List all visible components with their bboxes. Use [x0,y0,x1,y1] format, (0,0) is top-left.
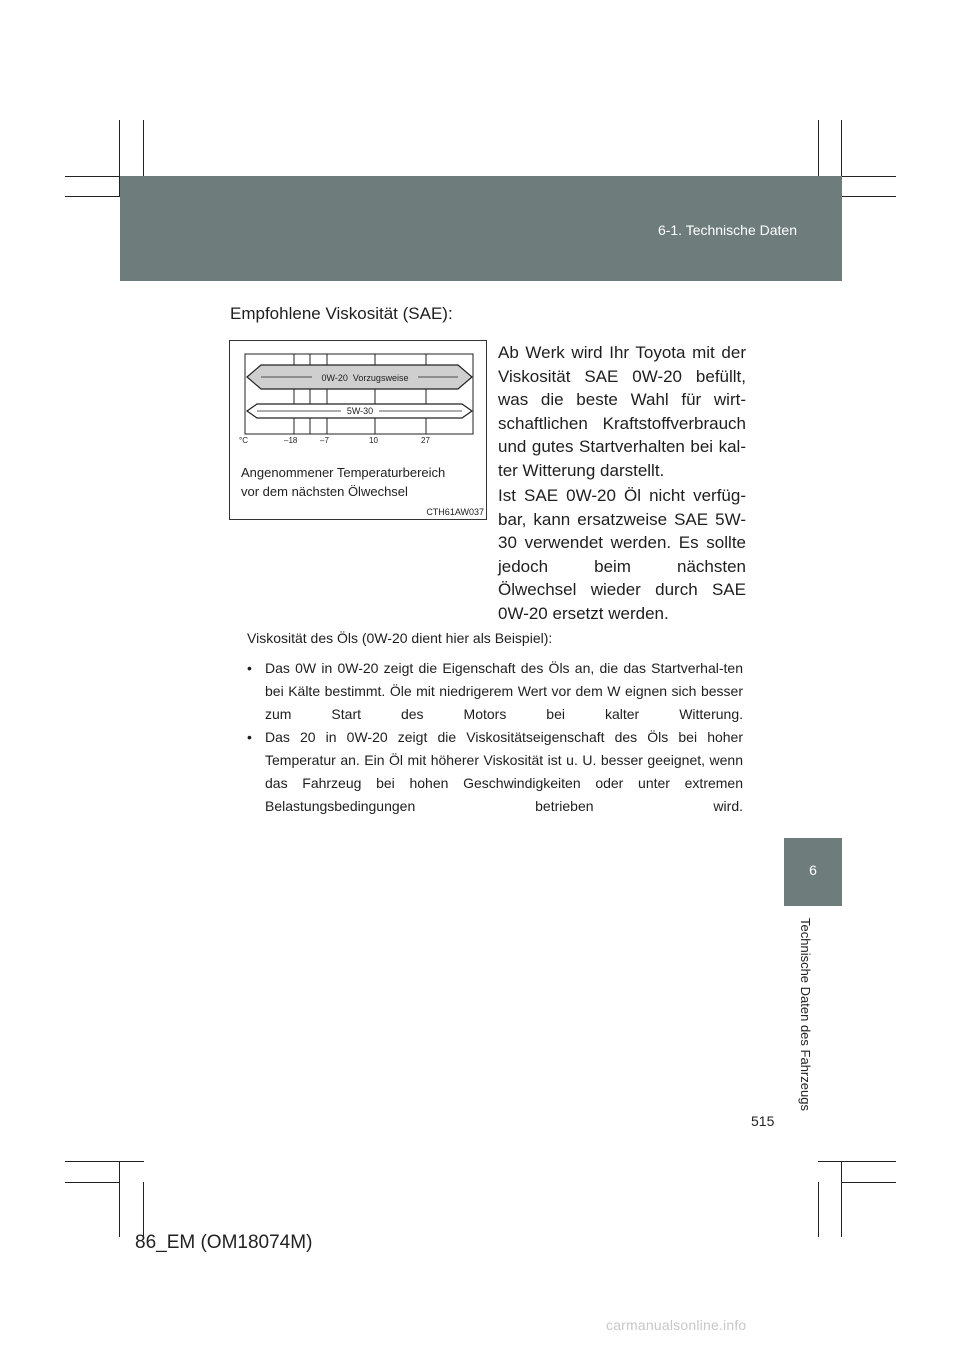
crop-mark [143,1182,144,1237]
band-5w30-label: 5W-30 [341,405,379,417]
paragraph-factory-fill: Ab Werk wird Ihr Toyota mit der Viskosität SAE 0W-20 befüllt, was die beste Wahl für wirt-schaftlichen Kraftstoffverbrauch und gutes Startverhalten bei kal-ter Witterung darstellt. [498,343,746,480]
section-header-band [120,176,842,281]
note-title: Viskosität des Öls (0W-20 dient hier als Beispiel): [247,630,553,646]
list-item [247,726,743,841]
caption-line: Angenommener Temperaturbereich [241,465,446,480]
watermark: carmanualsonline.info [606,1317,747,1333]
bullet-text: Das 0W in 0W-20 zeigt die Eigenschaft des Öls an, die das Startverhal-ten bei Kälte bestimmt. Öle mit niedrigerem Wert vor dem W eignen sich besser zum Start des Motors bei kalter Witterung. [265,660,743,722]
tick-label: 10 [369,436,378,445]
crop-mark [119,1161,120,1237]
page-number: 515 [751,1113,775,1129]
crop-mark [818,1182,819,1237]
crop-mark [818,1161,896,1162]
document-code: 86_EM (OM18074M) [135,1232,313,1253]
axis-unit: °C [239,436,248,445]
crop-mark [65,1182,120,1183]
band-0w20-label: 0W-20 [321,373,348,383]
bullet-marker: • [247,729,252,745]
tick-label: –7 [320,436,329,445]
crop-mark [841,1182,896,1183]
crop-mark [841,1161,842,1237]
figure-caption [241,463,445,501]
band-0w20-label-box [312,372,418,384]
crop-mark [65,1161,144,1162]
crop-mark [65,196,120,197]
tick-label: 27 [421,436,430,445]
viscosity-heading: Empfohlene Viskosität (SAE): [230,304,453,323]
figure-code: CTH61AW037 [426,507,484,517]
band-0w20-note: Vorzugsweise [352,373,409,383]
bullet-text: Das 20 in 0W-20 zeigt die Viskositätseigenschaft des Öls bei hoher Temperatur an. Ein Öl mit höherer Viskosität ist u. U. besser geeignet, wenn das Fahrzeug bei hohen Geschwindigkeiten oder unter extremen Belastungsbedingungen betrieben wird. [265,729,743,814]
chapter-tab [784,838,842,906]
paragraph-alternative-oil: Ist SAE 0W-20 Öl nicht verfüg-bar, kann ersatzweise SAE 5W-30 verwendet werden. Es sollte jedoch beim nächsten Ölwechsel wieder durch SAE 0W-20 ersetzt werden. [498,486,746,623]
chapter-title-vertical: Technische Daten des Fahrzeugs [798,918,813,1111]
caption-line: vor dem nächsten Ölwechsel [241,484,408,499]
tick-label: –18 [284,436,298,445]
section-title: 6-1. Technische Daten [657,222,797,238]
chapter-number: 6 [809,862,817,878]
bullet-marker: • [247,660,252,676]
viscosity-figure [229,340,487,520]
crop-mark [841,196,896,197]
